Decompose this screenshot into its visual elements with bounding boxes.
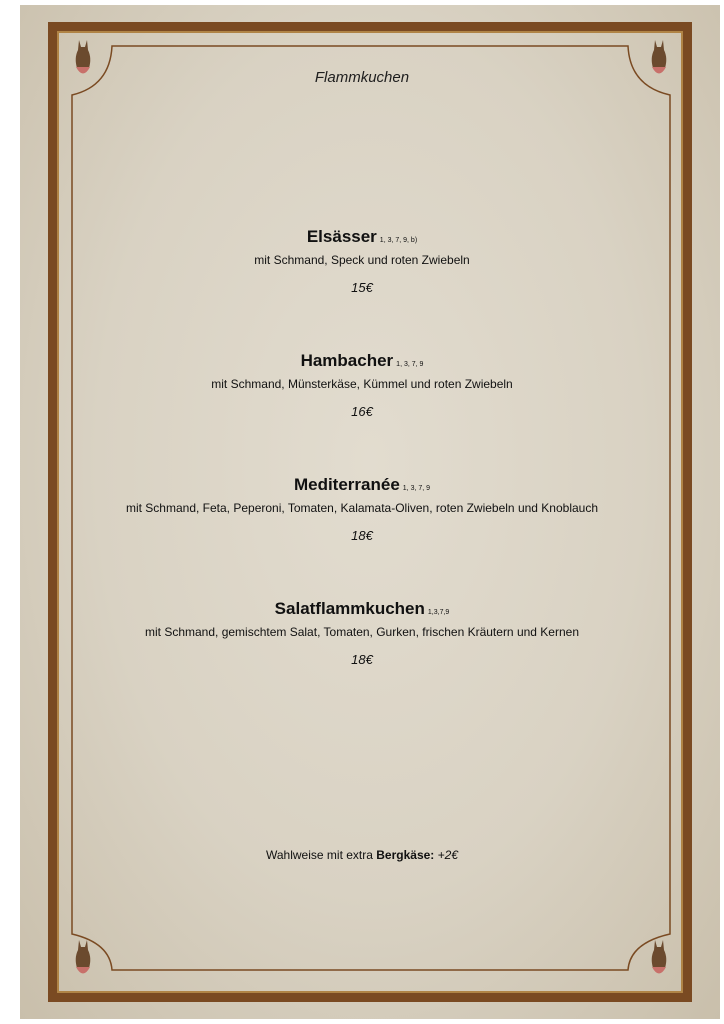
dish-price: 18€ bbox=[351, 652, 373, 667]
note-highlight: Bergkäse: bbox=[376, 848, 435, 862]
section-title: Flammkuchen bbox=[314, 69, 410, 86]
dish-allergens: 1,3,7,9 bbox=[427, 609, 450, 616]
dish-allergens: 1, 3, 7, 9 bbox=[402, 485, 431, 492]
dish-description: mit Schmand, gemischtem Salat, Tomaten, Gurken, frischen Kräutern und Kernen bbox=[145, 625, 579, 639]
dish-allergens: 1, 3, 7, 9 bbox=[396, 361, 424, 368]
dish-description: mit Schmand, Feta, Peperoni, Tomaten, Kalamata-Oliven, roten Zwiebeln und Knoblauch bbox=[125, 501, 599, 515]
dish-hambacher bbox=[0, 350, 724, 419]
dish-description: mit Schmand, Münsterkäse, Kümmel und roten Zwiebeln bbox=[211, 377, 513, 391]
dish-name: Salatflammkuchen bbox=[274, 599, 425, 618]
dish-salatflammkuchen bbox=[0, 598, 724, 667]
dish-allergens: 1, 3, 7, 9, b) bbox=[379, 237, 418, 244]
dish-elsaesser bbox=[0, 226, 724, 295]
dish-name: Mediterranée bbox=[293, 475, 400, 494]
extra-option-note bbox=[0, 848, 724, 862]
dish-name: Hambacher bbox=[300, 351, 394, 370]
dish-description: mit Schmand, Speck und roten Zwiebeln bbox=[254, 253, 470, 267]
note-price: +2€ bbox=[437, 848, 458, 862]
dish-price: 18€ bbox=[351, 528, 373, 543]
dish-mediterranee bbox=[0, 474, 724, 543]
dish-name: Elsässer bbox=[306, 227, 377, 246]
note-prefix: Wahlweise mit extra bbox=[266, 848, 373, 862]
dish-price: 15€ bbox=[351, 280, 373, 295]
dish-price: 16€ bbox=[351, 404, 373, 419]
